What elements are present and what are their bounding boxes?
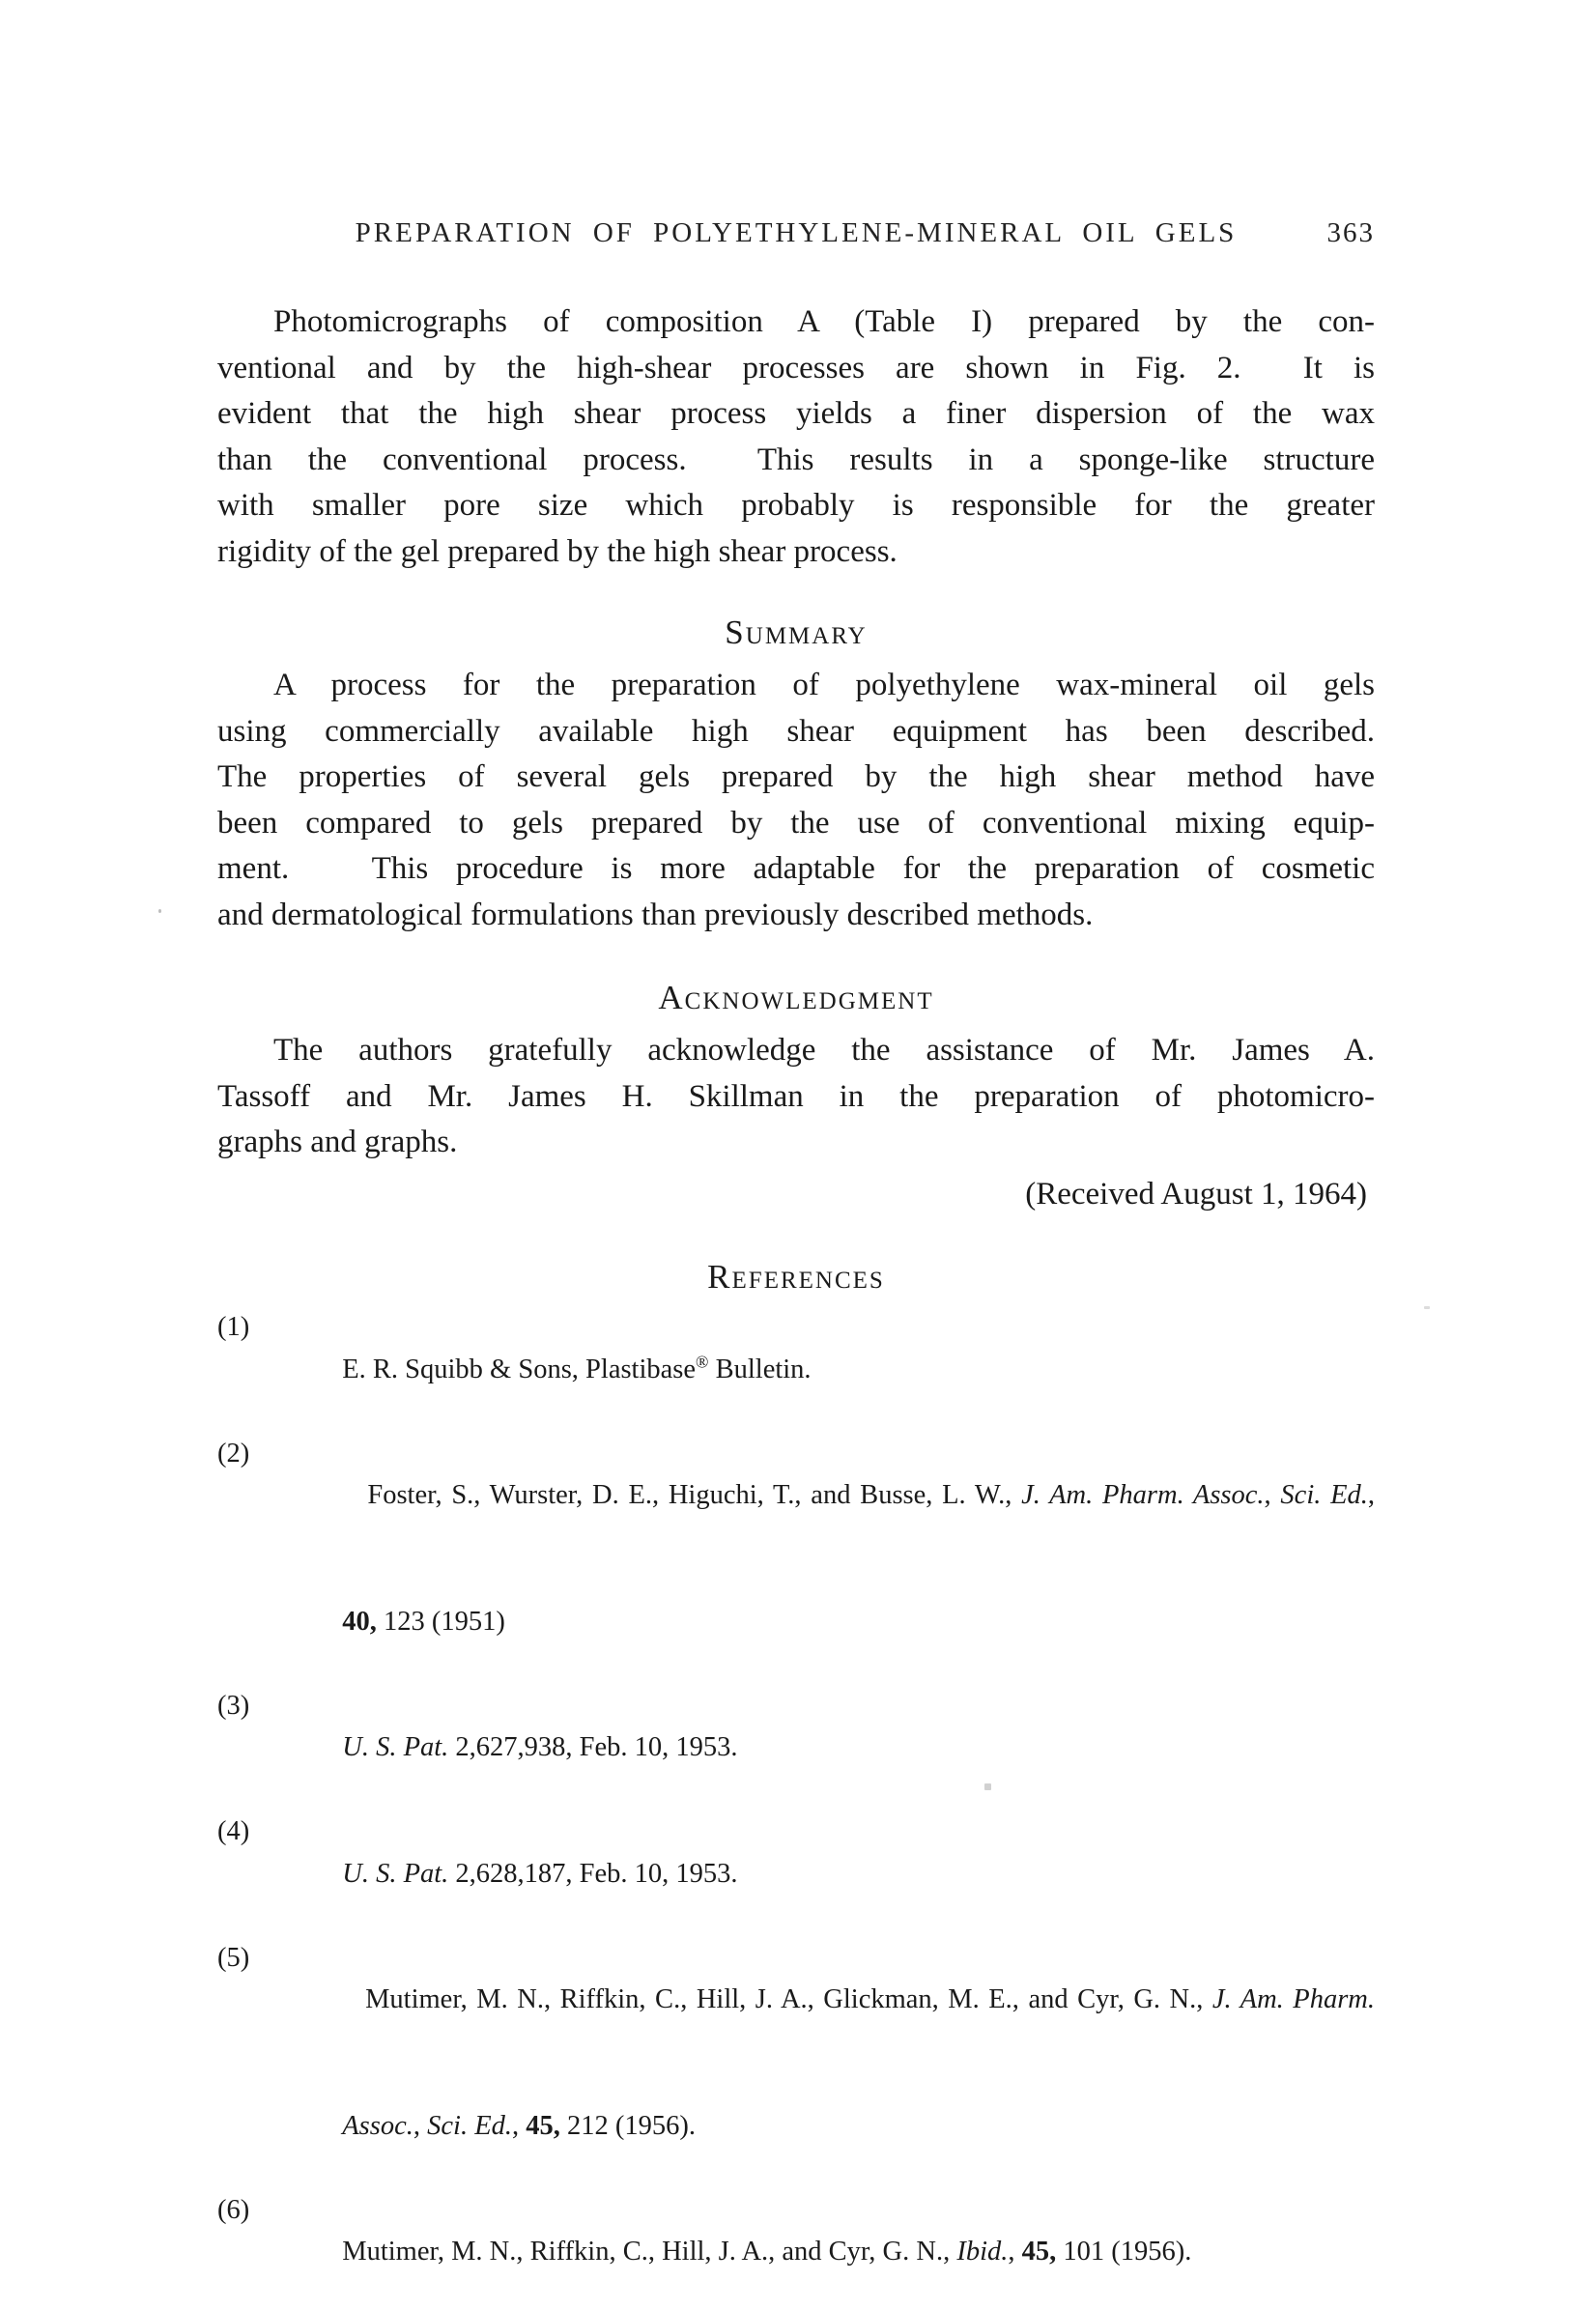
reference-text: Mutimer, M. N., Riffkin, C., Hill, J. A., Glickman, M. E., and Cyr, G. N., J. Am. Pharm. — [365, 1984, 1376, 2014]
reference-line — [217, 2063, 1375, 2189]
text-line: ment. This procedure is more adaptable for the preparation of cosmetic — [217, 851, 1375, 886]
intro-paragraph — [217, 299, 1375, 575]
text-line: than the conventional process. This results in a sponge-like structure — [217, 442, 1375, 477]
scan-speck — [158, 909, 161, 913]
page-header — [217, 215, 1375, 250]
reference-line — [217, 1306, 1375, 1433]
reference-text: U. S. Pat. 2,628,187, Feb. 10, 1953. — [342, 1858, 738, 1889]
acknowledgment-paragraph — [217, 1028, 1375, 1166]
text-line: using commercially available high shear equipment has been described. — [217, 713, 1375, 749]
text-line: been compared to gels prepared by the use of conventional mixing equip- — [217, 805, 1375, 841]
reference-line — [217, 1558, 1375, 1685]
reference-number: (5) — [217, 1942, 250, 1973]
text-line: ventional and by the high-shear processes are shown in Fig. 2. It is — [217, 350, 1375, 385]
reference-text: E. R. Squibb & Sons, Plastibase® Bulletin. — [342, 1352, 812, 1384]
references-heading: References — [707, 1258, 885, 1296]
reference-number: (3) — [217, 1690, 250, 1721]
reference-item — [217, 2189, 1375, 2310]
text-line: and dermatological formulations than previously described methods. — [217, 897, 1094, 932]
reference-line — [217, 2189, 1375, 2310]
text-line: graphs and graphs. — [217, 1125, 458, 1159]
received-date: (Received August 1, 1964) — [1025, 1176, 1367, 1212]
reference-line — [217, 1433, 1375, 1559]
summary-paragraph — [217, 663, 1375, 938]
text-line: with smaller pore size which probably is responsible for the greater — [217, 488, 1375, 523]
reference-line — [217, 1937, 1375, 2064]
text-line: Photomicrographs of composition A (Table I) prepared by the con- — [273, 304, 1375, 339]
text-line: evident that the high shear process yields a finer dispersion of the wax — [217, 396, 1375, 431]
reference-number: (1) — [217, 1312, 250, 1342]
reference-text: Foster, S., Wurster, D. E., Higuchi, T., and Busse, L. W., J. Am. Pharm. Assoc., Sci. Ed., — [367, 1480, 1376, 1510]
reference-item — [217, 1306, 1375, 1433]
page-number: 363 — [1326, 217, 1375, 248]
reference-line — [217, 1811, 1375, 1937]
reference-item — [217, 1685, 1375, 1811]
scan-speck — [984, 1783, 991, 1790]
reference-text: Assoc., Sci. Ed., 45, 212 (1956). — [342, 2110, 696, 2141]
reference-line — [217, 1685, 1375, 1811]
reference-text: 40, 123 (1951) — [342, 1606, 505, 1637]
reference-item — [217, 1433, 1375, 1685]
text-column — [217, 0, 1375, 2310]
reference-text: Mutimer, M. N., Riffkin, C., Hill, J. A., and Cyr, G. N., Ibid., 45, 101 (1956). — [342, 2237, 1192, 2267]
reference-item — [217, 1937, 1375, 2189]
running-title: PREPARATION OF POLYETHYLENE-MINERAL OIL GELS — [355, 217, 1238, 248]
text-line: The authors gratefully acknowledge the assistance of Mr. James A. — [273, 1033, 1375, 1068]
acknowledgment-heading: Acknowledgment — [658, 979, 934, 1016]
text-line: The properties of several gels prepared by the high shear method have — [217, 759, 1375, 794]
text-line: rigidity of the gel prepared by the high shear process. — [217, 533, 898, 569]
reference-text: U. S. Pat. 2,627,938, Feb. 10, 1953. — [342, 1732, 738, 1762]
reference-number: (6) — [217, 2194, 250, 2225]
reference-number: (4) — [217, 1816, 250, 1846]
scan-speck — [1424, 1306, 1430, 1309]
text-line: Tassoff and Mr. James H. Skillman in the preparation of photomicro- — [217, 1078, 1375, 1114]
references-list — [217, 1306, 1375, 2310]
text-line: A process for the preparation of polyethylene wax-mineral oil gels — [273, 668, 1375, 702]
reference-number: (2) — [217, 1438, 250, 1469]
summary-heading: Summary — [725, 613, 868, 651]
reference-item — [217, 1811, 1375, 1937]
